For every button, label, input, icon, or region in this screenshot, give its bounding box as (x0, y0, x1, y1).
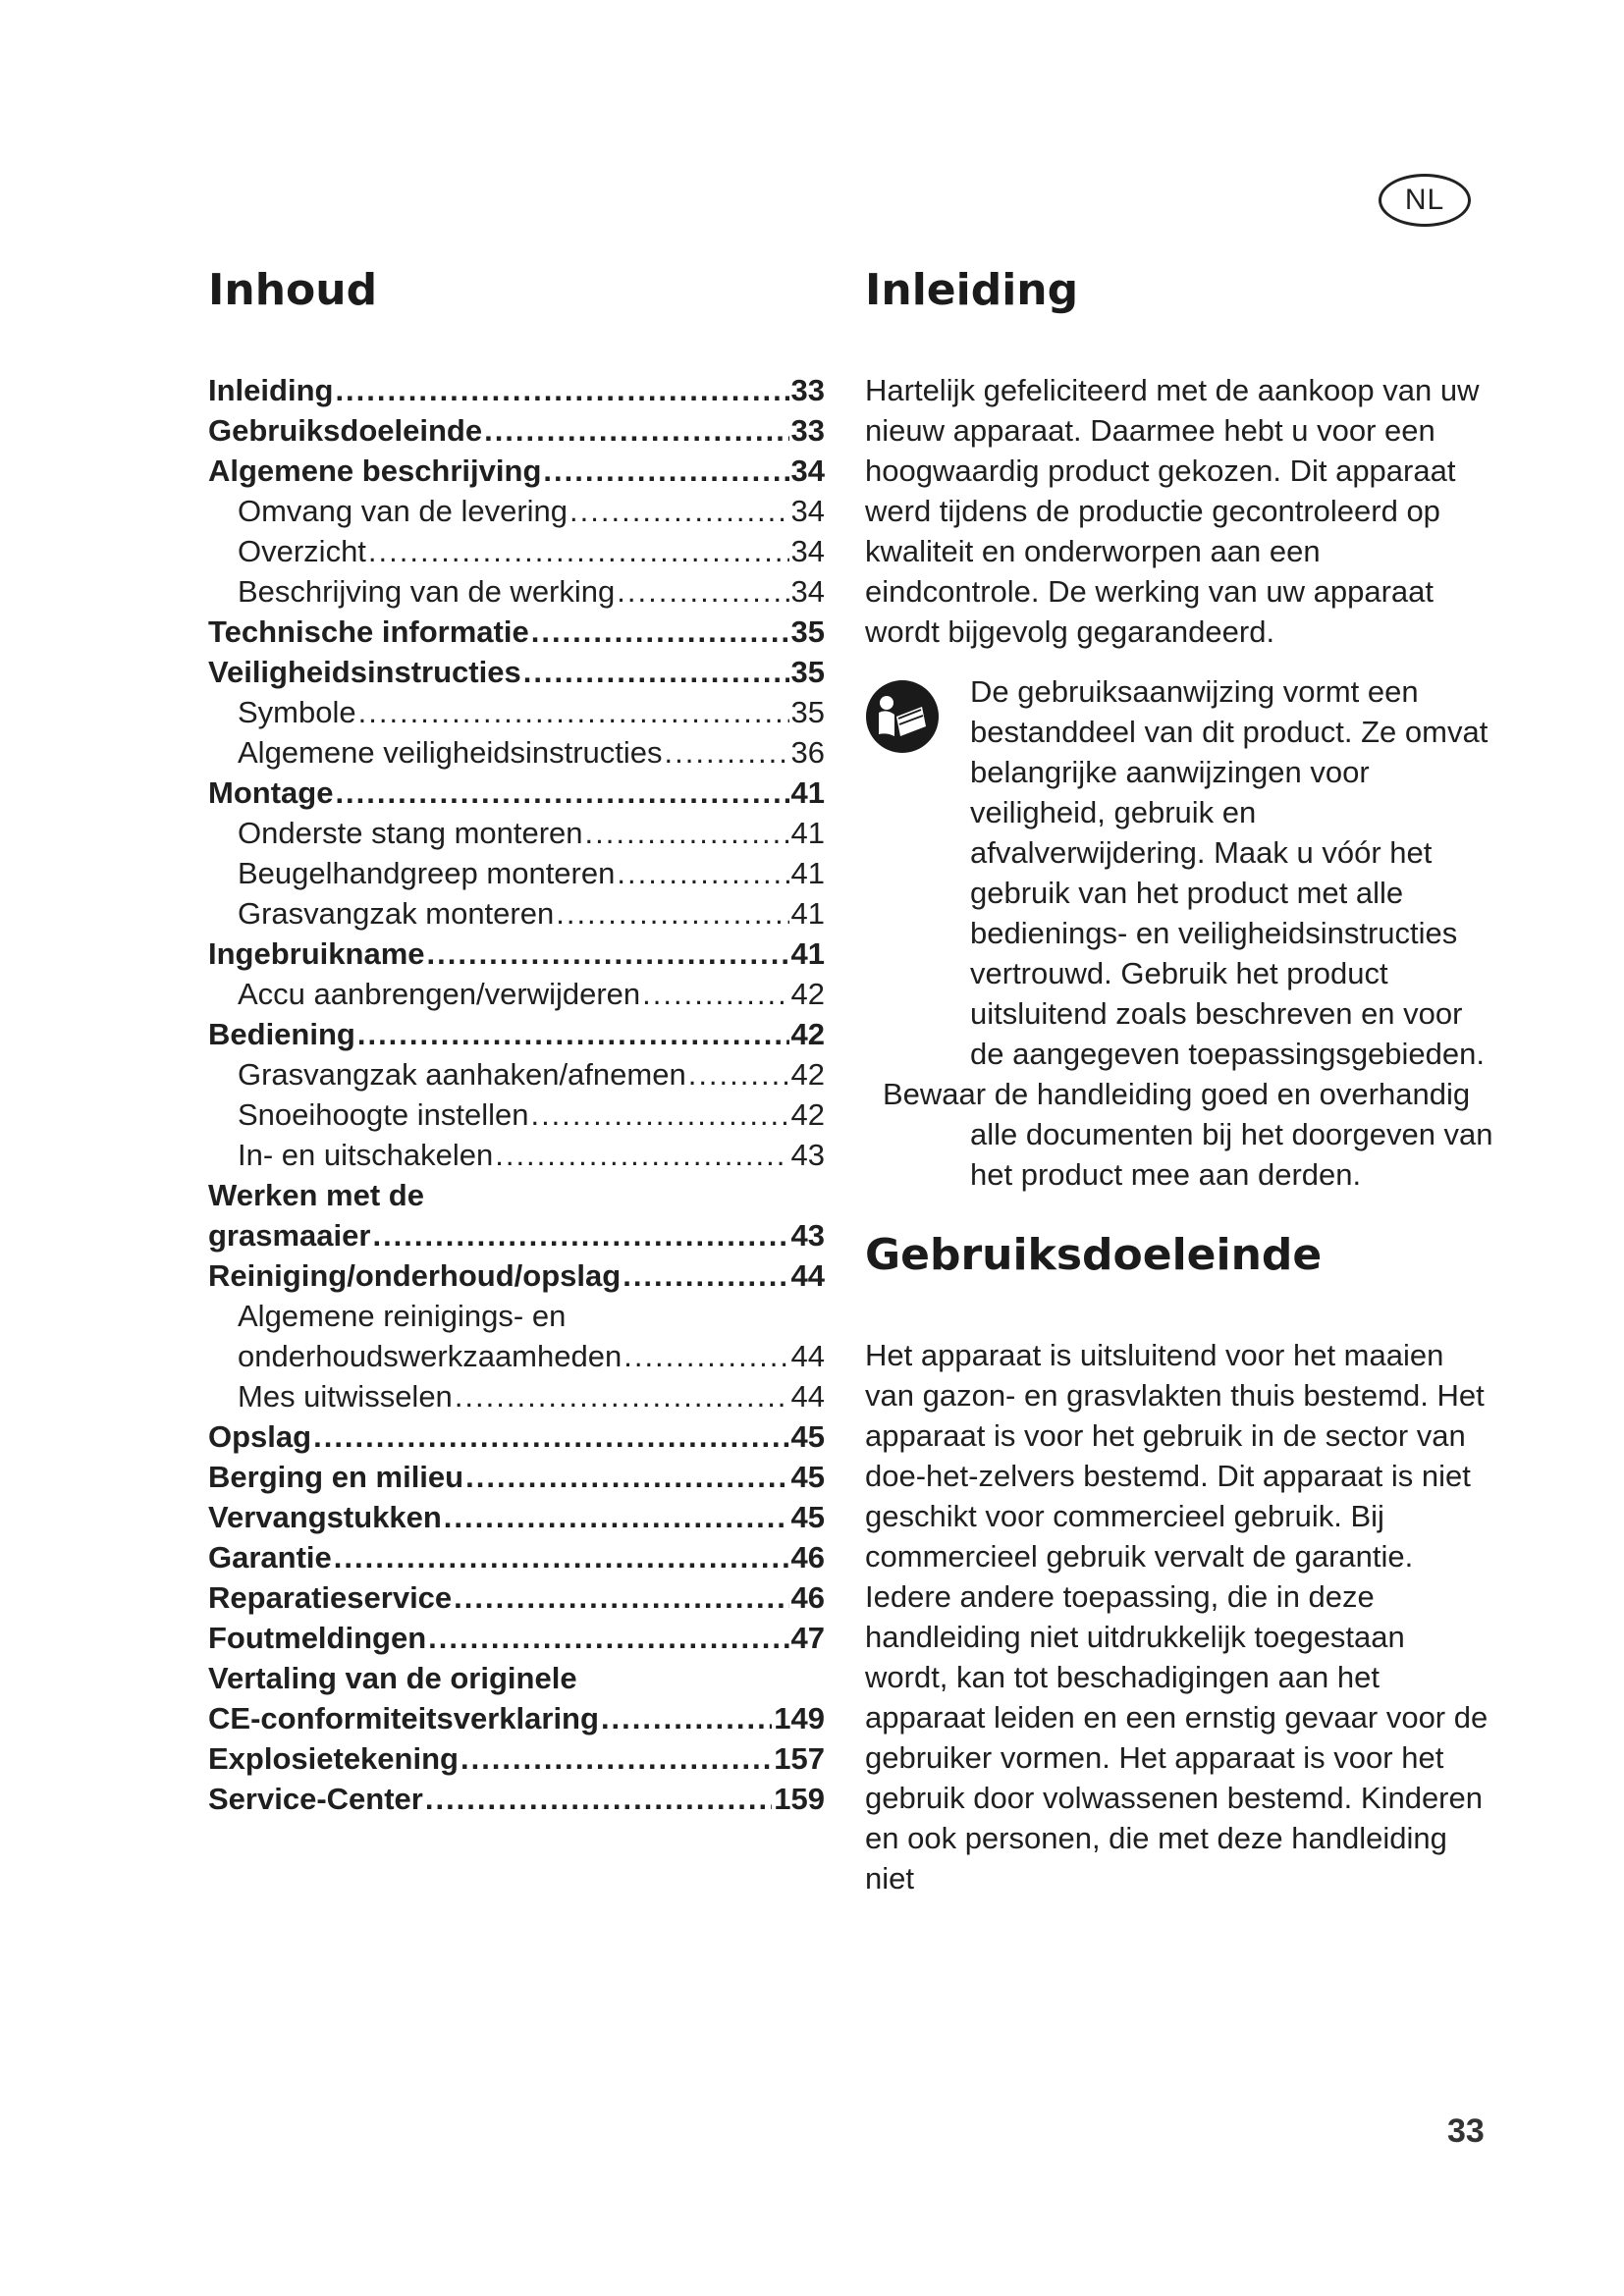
toc-entry (208, 1336, 825, 1376)
toc-leader (334, 1537, 789, 1577)
note-keep-manual: Bewaar de handleiding goed en overhandig alle documenten bij het doorgeven van het product mee aan derden. (883, 1076, 1493, 1192)
toc-entry-label: grasmaaier (208, 1217, 371, 1253)
toc-entry (208, 410, 825, 451)
toc-entry (208, 974, 825, 1014)
toc-entry (208, 571, 825, 612)
toc-entry (208, 1175, 825, 1215)
toc-leader (623, 1255, 788, 1296)
toc-entry (208, 1014, 825, 1054)
toc-entry (208, 1296, 825, 1336)
toc-leader (556, 893, 788, 934)
toc-entry (208, 853, 825, 893)
toc-leader (585, 813, 789, 853)
toc-entry (208, 1457, 825, 1497)
toc-list (208, 370, 825, 1819)
toc-leader (623, 1336, 788, 1376)
toc-leader (531, 612, 789, 652)
toc-entry-page: 159 (774, 1781, 825, 1816)
toc-entry-page: 33 (790, 372, 825, 407)
toc-entry-label: Opslag (208, 1418, 312, 1454)
toc-entry-page: 44 (790, 1378, 825, 1414)
toc-entry-page: 35 (790, 694, 825, 729)
toc-entry-page: 41 (790, 815, 825, 850)
toc-leader (372, 1215, 788, 1255)
toc-entry (208, 1376, 825, 1416)
toc-entry-label: Inleiding (208, 372, 334, 407)
toc-entry-page: 45 (790, 1499, 825, 1534)
toc-entry (208, 370, 825, 410)
toc-entry (208, 1255, 825, 1296)
toc-leader (460, 1738, 772, 1779)
toc-entry-page: 45 (790, 1459, 825, 1494)
toc-entry (208, 612, 825, 652)
toc-entry-label: Vertaling van de originele (208, 1660, 577, 1695)
toc-entry-page: 46 (790, 1579, 825, 1615)
toc-entry-page: 36 (790, 734, 825, 770)
toc-entry-label: Veiligheidsinstructies (208, 654, 521, 689)
toc-leader (495, 1135, 788, 1175)
gebruiksdoeleinde-title: Gebruiksdoeleinde (865, 1229, 1323, 1280)
toc-entry-page: 42 (790, 976, 825, 1011)
toc-leader (313, 1416, 788, 1457)
toc-entry-page: 35 (790, 614, 825, 649)
toc-entry-page: 34 (790, 493, 825, 528)
toc-entry (208, 1135, 825, 1175)
language-badge: NL (1379, 174, 1471, 227)
toc-entry-page: 42 (790, 1096, 825, 1132)
toc-entry-page: 33 (790, 412, 825, 448)
toc-entry-label: Service-Center (208, 1781, 423, 1816)
toc-entry (208, 491, 825, 531)
toc-entry-label: Reparatieservice (208, 1579, 453, 1615)
toc-entry-label: Mes uitwisselen (238, 1378, 453, 1414)
toc-entry (208, 1537, 825, 1577)
toc-entry-page: 44 (790, 1257, 825, 1293)
toc-leader (484, 410, 788, 451)
toc-entry (208, 1054, 825, 1095)
toc-entry-label: Overzicht (238, 533, 366, 568)
toc-entry (208, 1416, 825, 1457)
toc-entry-label: Grasvangzak monteren (238, 895, 555, 931)
toc-entry (208, 1658, 825, 1698)
toc-entry-page: 42 (790, 1056, 825, 1092)
note-text: De gebruiksaanwijzing vormt een bestanddeel van dit product. Ze omvat belangrijke aanwijzingen voor veiligheid, gebruik en afvalverwijdering. Maak u vóór het gebruik van het product met alle bedienings- en veiligheidsinstructies vertrouwd. Gebruik het product uitsluitend zoals beschreven en voor de aangegeven toepassingsgebieden. (970, 673, 1489, 1071)
toc-entry (208, 1738, 825, 1779)
toc-entry-label: Foutmeldingen (208, 1620, 427, 1655)
toc-entry-label: Reiniging/onderhoud/opslag (208, 1257, 622, 1293)
toc-entry-label: CE-conformiteitsverklaring (208, 1700, 599, 1735)
toc-entry (208, 1698, 825, 1738)
gebruiksdoeleinde-section (865, 1230, 1493, 1898)
toc-leader (425, 1779, 772, 1819)
toc-entry-page: 42 (790, 1016, 825, 1051)
toc-entry-label: Werken met de (208, 1177, 424, 1212)
toc-entry-label: Accu aanbrengen/verwijderen (238, 976, 641, 1011)
toc-leader (454, 1577, 788, 1618)
toc-entry-label: Snoeihoogte instellen (238, 1096, 529, 1132)
toc-entry (208, 692, 825, 732)
toc-entry-label: Bediening (208, 1016, 355, 1051)
toc-entry-label: Garantie (208, 1539, 332, 1575)
toc-title: Inhoud (208, 265, 378, 315)
toc-entry-label: Ingebruikname (208, 935, 425, 971)
toc-entry-page: 45 (790, 1418, 825, 1454)
toc-entry-label: Symbole (238, 694, 356, 729)
toc-leader (368, 531, 789, 571)
toc-leader (543, 451, 788, 491)
toc-leader (357, 1014, 789, 1054)
toc-entry-page: 41 (790, 855, 825, 890)
toc-leader (569, 491, 788, 531)
toc-entry-page: 157 (774, 1740, 825, 1776)
toc-column (208, 265, 825, 1819)
toc-entry (208, 1618, 825, 1658)
content-column (865, 265, 1493, 1898)
toc-entry-page: 46 (790, 1539, 825, 1575)
toc-entry (208, 1779, 825, 1819)
toc-entry-label: Algemene veiligheidsinstructies (238, 734, 663, 770)
toc-entry-label: onderhoudswerkzaamheden (238, 1338, 623, 1373)
toc-leader (335, 773, 788, 813)
toc-entry (208, 1577, 825, 1618)
toc-entry-label: Vervangstukken (208, 1499, 442, 1534)
toc-entry-page: 34 (790, 573, 825, 609)
toc-leader (335, 370, 788, 410)
manual-note (865, 671, 1493, 1074)
toc-entry-page: 44 (790, 1338, 825, 1373)
toc-leader (444, 1497, 789, 1537)
toc-entry (208, 893, 825, 934)
toc-entry-page: 41 (790, 935, 825, 971)
toc-entry (208, 732, 825, 773)
toc-entry (208, 652, 825, 692)
toc-leader (455, 1376, 789, 1416)
toc-entry (208, 1497, 825, 1537)
toc-entry-page: 47 (790, 1620, 825, 1655)
toc-leader (465, 1457, 788, 1497)
toc-leader (523, 652, 789, 692)
inleiding-title: Inleiding (865, 265, 1079, 315)
toc-entry-label: Berging en milieu (208, 1459, 464, 1494)
toc-entry-label: Algemene reinigings- en (238, 1298, 567, 1333)
toc-entry-page: 34 (790, 453, 825, 488)
toc-leader (428, 1618, 788, 1658)
toc-entry-label: Algemene beschrijving (208, 453, 542, 488)
toc-entry (208, 934, 825, 974)
toc-entry-page: 34 (790, 533, 825, 568)
page-number: 33 (1447, 2112, 1485, 2150)
toc-entry-label: Montage (208, 774, 334, 810)
toc-entry-label: Grasvangzak aanhaken/afnemen (238, 1056, 686, 1092)
toc-entry-page: 43 (790, 1217, 825, 1253)
toc-leader (358, 692, 789, 732)
toc-entry-label: Omvang van de levering (238, 493, 568, 528)
toc-leader (665, 732, 789, 773)
toc-entry (208, 1095, 825, 1135)
toc-leader (617, 571, 788, 612)
gebruiksdoeleinde-text: Het apparaat is uitsluitend voor het maaien van gazon- en grasvlakten thuis bestemd. Het apparaat is voor het gebruik in de sector van doe-het-zelvers bestemd. Dit apparaat is niet geschikt voor commercieel gebruik. Bij commercieel gebruik vervalt de garantie. Iedere andere toepassing, die in deze handleiding niet uitdrukkelijk toegestaan wordt, kan tot beschadigingen aan het apparaat leiden en een ernstig gevaar voor de gebruiker vormen. Het apparaat is voor het gebruik door volwassenen bestemd. Kinderen en ook personen, die met deze handleiding niet (865, 1337, 1489, 1896)
toc-entry-label: Beugelhandgreep monteren (238, 855, 616, 890)
toc-entry-label: Beschrijving van de werking (238, 573, 616, 609)
toc-leader (601, 1698, 772, 1738)
toc-entry-label: Explosietekening (208, 1740, 459, 1776)
toc-leader (427, 934, 789, 974)
toc-entry-page: 41 (790, 774, 825, 810)
toc-entry (208, 813, 825, 853)
toc-entry-page: 41 (790, 895, 825, 931)
toc-entry (208, 451, 825, 491)
toc-entry-page: 43 (790, 1137, 825, 1172)
read-manual-icon (865, 679, 940, 754)
toc-leader (642, 974, 788, 1014)
toc-leader (688, 1054, 789, 1095)
toc-entry (208, 531, 825, 571)
toc-entry (208, 773, 825, 813)
toc-entry-page: 35 (790, 654, 825, 689)
toc-leader (530, 1095, 788, 1135)
toc-entry-label: Gebruiksdoeleinde (208, 412, 483, 448)
toc-entry (208, 1215, 825, 1255)
inleiding-intro: Hartelijk gefeliciteerd met de aankoop van uw nieuw apparaat. Daarmee hebt u voor een hoogwaardig product gekozen. Dit apparaat werd tijdens de productie gecontroleerd op kwaliteit en onderworpen aan een eindcontrole. De werking van uw apparaat wordt bijgevolg gegarandeerd. (865, 372, 1480, 649)
toc-entry-label: Technische informatie (208, 614, 529, 649)
toc-entry-label: Onderste stang monteren (238, 815, 583, 850)
toc-entry-page: 149 (774, 1700, 825, 1735)
toc-entry-label: In- en uitschakelen (238, 1137, 494, 1172)
toc-leader (617, 853, 788, 893)
